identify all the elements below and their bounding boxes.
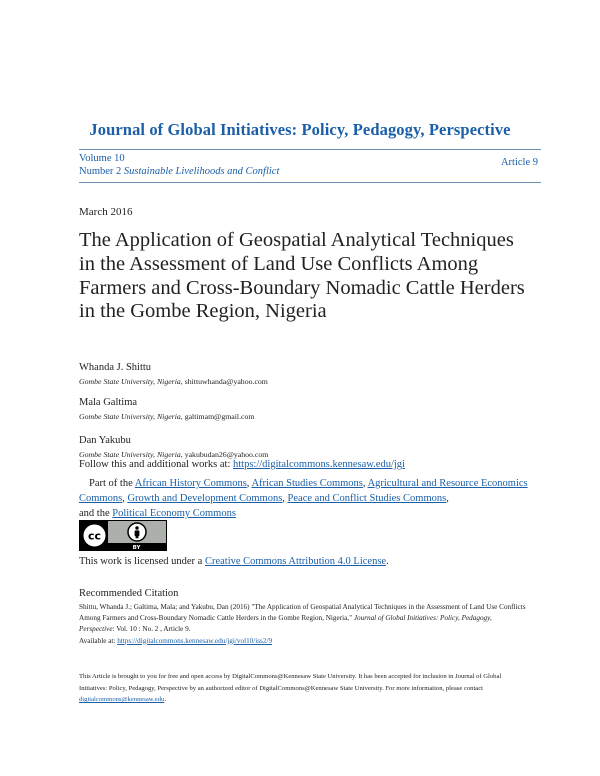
- license-suffix: .: [386, 556, 389, 567]
- header-divider-bottom: [79, 182, 541, 183]
- by-label: BY: [132, 545, 141, 551]
- issue-theme: Sustainable Livelihoods and Conflict: [123, 166, 280, 177]
- commons-link[interactable]: African History Commons: [134, 478, 247, 489]
- header-divider-top: [79, 149, 541, 150]
- recommended-citation-heading: Recommended Citation: [79, 588, 179, 599]
- follow-url-link[interactable]: https://digitalcommons.kennesaw.edu/jgi: [233, 459, 405, 470]
- license-link[interactable]: Creative Commons Attribution 4.0 License: [204, 556, 387, 567]
- part-of-commons: Part of the African History Commons, African Studies Commons, Agricultural and Resource Economics Commons, Growth and Development Commons, Peace and Conflict Studies Commons, and the Political Economy Commons: [79, 478, 528, 519]
- author-email[interactable]: shittuwhanda@yahoo.com: [184, 377, 268, 386]
- follow-line: [79, 459, 405, 470]
- author-affiliation: Gombe State University, Nigeria, shittuwhanda@yahoo.com: [79, 377, 268, 386]
- author-affiliation: Gombe State University, Nigeria, yakubudan26@yahoo.com: [79, 450, 269, 459]
- journal-title[interactable]: Journal of Global Initiatives: Policy, Pedagogy, Perspective: [89, 120, 511, 139]
- commons-link[interactable]: Political Economy Commons: [112, 508, 236, 519]
- contact-email-link[interactable]: digitalcommons@kennesaw.edu: [79, 696, 165, 704]
- author-name: Whanda J. Shittu: [79, 362, 152, 373]
- recommended-citation-text: [79, 602, 529, 647]
- publication-date: March 2016: [79, 206, 133, 218]
- follow-text: Follow this and additional works at:: [79, 459, 233, 470]
- author-name: Dan Yakubu: [79, 435, 131, 446]
- commons-link[interactable]: Growth and Development Commons: [127, 493, 283, 504]
- footer-end: .: [164, 696, 166, 704]
- author-institution: Gombe State University, Nigeria: [79, 412, 181, 421]
- license-statement: [79, 556, 389, 567]
- author-name: Mala Galtima: [79, 397, 138, 408]
- citation-journal: Journal of Global Initiatives: Policy, Pedagogy, Perspective: [79, 614, 492, 634]
- and-the-text: and the: [79, 508, 113, 519]
- footer-text: This Article is brought to you for free and open access by DigitalCommons@Kennesaw State University. It has been accepted for inclusion in Journal of Global Initiatives: Policy, Pedagogy, Perspective by an authorized editor of DigitalCommons@Kennesaw State University. For more information, please contact: [79, 673, 502, 692]
- citation-url-link[interactable]: https://digitalcommons.kennesaw.edu/jgi/vol10/iss2/9: [117, 636, 273, 645]
- cc-label: cc: [87, 529, 102, 543]
- author-email[interactable]: galtimam@gmail.com: [184, 412, 255, 421]
- citation-available-at: Available at:: [79, 636, 118, 645]
- volume-link[interactable]: Volume 10: [79, 153, 125, 164]
- commons-link[interactable]: Peace and Conflict Studies Commons: [287, 493, 447, 504]
- commons-link[interactable]: African Studies Commons: [251, 478, 363, 489]
- author-institution: Gombe State University, Nigeria: [79, 450, 181, 459]
- citation-volume-info: : Vol. 10 : No. 2 , Article 9.: [112, 625, 191, 634]
- creative-commons-badge[interactable]: [79, 520, 167, 551]
- author-institution: Gombe State University, Nigeria: [79, 377, 181, 386]
- commons-link[interactable]: Agricultural and Resource Economics Commons: [79, 478, 528, 504]
- article-title: The Application of Geospatial Analytical Techniques in the Assessment of Land Use Conflicts Among Farmers and Cross-Boundary Nomadic Cattle Herders in the Gombe Region, Nigeria: [79, 229, 525, 323]
- issue-number: Number 2: [79, 166, 122, 177]
- issue-link[interactable]: [79, 166, 279, 177]
- author-email[interactable]: yakubudan26@yahoo.com: [184, 450, 269, 459]
- part-of-prefix: Part of the: [89, 478, 135, 489]
- access-footer-note: [79, 671, 529, 706]
- license-prefix: This work is licensed under a: [79, 556, 205, 567]
- author-affiliation: Gombe State University, Nigeria, galtimam@gmail.com: [79, 412, 255, 421]
- article-link[interactable]: Article 9: [500, 157, 538, 168]
- citation-authors-title: Shittu, Whanda J.; Galtima, Mala; and Yakubu, Dan (2016) "The Application of Geospatial Analytical Techniques in the Assessment of Land Use Conflicts Among Farmers and Cross-Boundary Nomadic Cattle Herders in the Gombe Region, Nigeria,": [79, 603, 526, 623]
